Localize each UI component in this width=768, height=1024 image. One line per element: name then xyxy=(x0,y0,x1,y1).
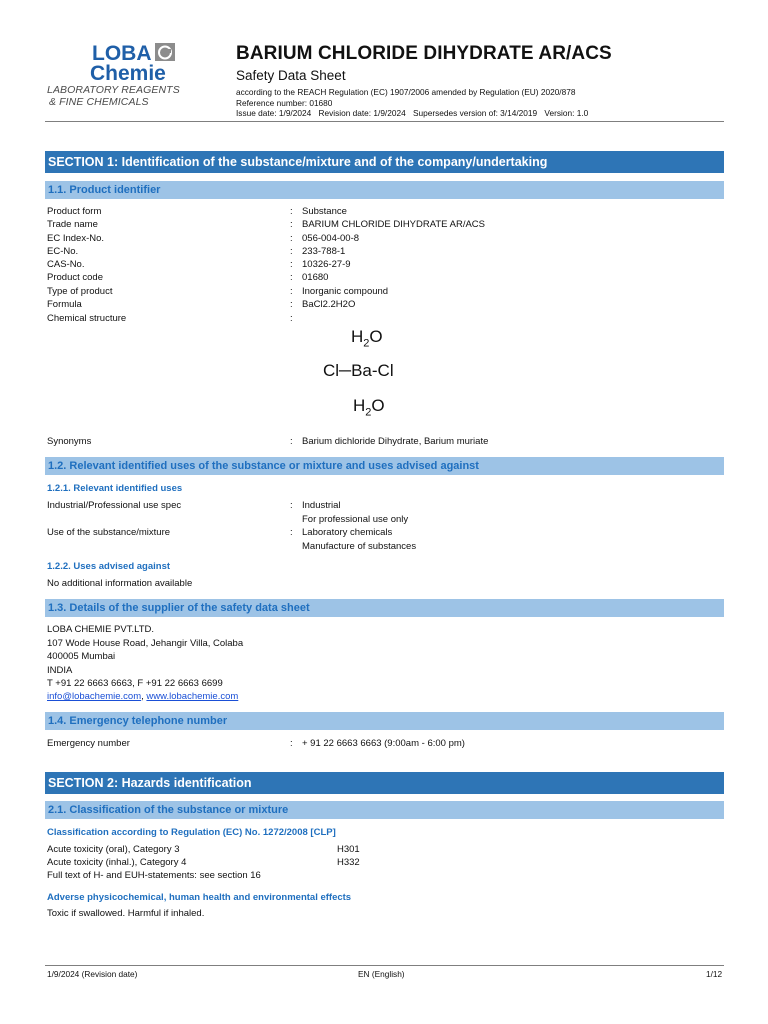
website-link[interactable]: www.lobachemie.com xyxy=(146,691,239,702)
revision-date: Revision date: 1/9/2024 xyxy=(318,108,406,118)
row-label: Chemical structure xyxy=(47,313,127,324)
document-subtitle: Safety Data Sheet xyxy=(236,68,346,83)
supplier-line: INDIA xyxy=(47,665,73,676)
supplier-line: T +91 22 6663 6663, F +91 22 6663 6699 xyxy=(47,678,223,689)
row-value: 233-788-1 xyxy=(302,246,346,257)
hazard-code: H332 xyxy=(337,857,360,868)
subsection-1-2-1-title: 1.2.1. Relevant identified uses xyxy=(47,483,183,494)
row-label: Product form xyxy=(47,206,102,217)
hazard-code: H301 xyxy=(337,844,360,855)
hazard-class: Acute toxicity (inhal.), Category 4 xyxy=(47,857,187,868)
use-value: Manufacture of substances xyxy=(302,541,417,552)
row-value: 01680 xyxy=(302,272,329,283)
logo-word-chemie: Chemie xyxy=(90,62,166,84)
row-label: EC Index-No. xyxy=(47,233,105,244)
use-value: For professional use only xyxy=(302,514,409,525)
link-separator: , xyxy=(141,691,144,702)
row-label: CAS-No. xyxy=(47,259,85,270)
logo-tagline xyxy=(47,84,180,108)
header-divider xyxy=(45,121,724,122)
row-value: 10326-27-9 xyxy=(302,259,351,270)
synonyms-label: Synonyms xyxy=(47,436,92,447)
email-link[interactable]: info@lobachemie.com xyxy=(47,691,142,702)
dates-line xyxy=(236,108,588,119)
row-value: Substance xyxy=(302,206,347,217)
structure-water-bottom: $H_2O$ xyxy=(353,396,385,419)
subsection-2-1-header: 2.1. Classification of the substance or mixture xyxy=(45,801,724,819)
issue-date: Issue date: 1/9/2024 xyxy=(236,108,312,118)
subsection-1-1-header: 1.1. Product identifier xyxy=(45,181,724,199)
row-value: BaCl2.2H2O xyxy=(302,299,356,310)
row-value: BARIUM CHLORIDE DIHYDRATE AR/ACS xyxy=(302,219,485,230)
footer-revision-date: 1/9/2024 (Revision date) xyxy=(47,969,138,979)
document-meta xyxy=(236,87,588,119)
clp-classification-title: Classification according to Regulation (EC) No. 1272/2008 [CLP] xyxy=(47,827,336,838)
chemical-structure-image xyxy=(312,318,434,428)
subsection-1-2-header: 1.2. Relevant identified uses of the substance or mixture and uses advised against xyxy=(45,457,724,475)
sds-page: LOBA Chemie LABORATORY REAGENTS & FINE CHEMICALS BARIUM CHLORIDE DIHYDRATE AR/ACS Safety Data Sheet according to the REACH Regulation (EC) 1907/2006 amended by Regulation (EU) 2020/878 Reference number: 01680 Issue date: 1/9/2024 Revision date: 1/9/2024 Supersedes version of: 3/14/2019 Version: 1.0 SECTION 1: Identification of the substance/mixture and of the company/undertaking 1.1. Product identifier Product form : Substance Trade name : BARIUM CHLORIDE DIHYDRATE AR/ACS EC Index-No. : 056-004-00-8 EC-No. : 233-788-1 CAS-No. : 10326-27-9 Product code : 01680 Type of product : Inorganic compound Formula : BaCl2.2H2O Chemical structure : $H_2O$ Cl─Ba‐Cl $H_2O$ Synonyms : Barium dichloride Dihydrate, Barium muriate 1.2. Relevant identified uses of the substance or mixture and uses advised against 1.2.1. Relevant identified uses Industrial/Professional use spec : Industrial For professional use only Use of the substance/mixture : Laboratory chemicals Manufacture of substances 1.2.2. Uses advised against No additional information available 1.3. Details of the supplier of the safety data sheet LOBA CHEMIE PVT.LTD. 107 Wode House Road, Jehangir Villa, Colaba 400005 Mumbai INDIA T +91 22 6663 6663, F +91 22 6663 6699 info@lobachemie.com, www.lobachemie.com 1.4. Emergency telephone number Emergency number : + 91 22 6663 6663 (9:00am - 6:00 pm) SECTION 2: Hazards identification 2.1. Classification of the substance or mixture Classification according to Regulation (EC) No. 1272/2008 [CLP] Acute toxicity (oral), Category 3 H301 Acute toxicity (inhal.), Category 4 H332 Full text of H- and EUH-statements: see section 16 Adverse physicochemical, human health and environmental effects Toxic if swallowed. Harmful if inhaled. 1/9/2024 (Revision date) EN (English) 1/12 xyxy=(47,42,723,979)
supersedes: Supersedes version of: 3/14/2019 xyxy=(413,108,538,118)
structure-bacl2: Cl─Ba‐Cl xyxy=(323,361,394,380)
supplier-line: 107 Wode House Road, Jehangir Villa, Colaba xyxy=(47,638,244,649)
footer-page-number: 1/12 xyxy=(706,969,723,979)
uses-advised-against-text: No additional information available xyxy=(47,578,193,589)
row-label: Type of product xyxy=(47,286,113,297)
use-value: Industrial xyxy=(302,500,341,511)
document-title: BARIUM CHLORIDE DIHYDRATE AR/ACS xyxy=(236,43,612,64)
row-value: Inorganic compound xyxy=(302,286,389,297)
supplier-line: 400005 Mumbai xyxy=(47,651,116,662)
footer-language: EN (English) xyxy=(358,969,405,979)
section-1-header: SECTION 1: Identification of the substance/mixture and of the company/undertaking xyxy=(45,151,724,173)
use-label: Use of the substance/mixture xyxy=(47,527,171,538)
emergency-value: + 91 22 6663 6663 (9:00am - 6:00 pm) xyxy=(302,738,465,749)
hazard-class: Acute toxicity (oral), Category 3 xyxy=(47,844,180,855)
subsection-1-4-header: 1.4. Emergency telephone number xyxy=(45,712,724,730)
footer-divider xyxy=(45,965,724,966)
logo-tagline-line2: & FINE CHEMICALS xyxy=(49,96,149,108)
row-label: Product code xyxy=(47,272,103,283)
structure-water-top: $H_2O$ xyxy=(351,327,383,350)
loba-chemie-logo-graphic xyxy=(45,40,225,84)
emergency-label: Emergency number xyxy=(47,738,130,749)
supplier-line: LOBA CHEMIE PVT.LTD. xyxy=(47,624,154,635)
subsection-1-3-header: 1.3. Details of the supplier of the safety data sheet xyxy=(45,599,724,617)
company-logo xyxy=(45,40,225,115)
full-text-note: Full text of H- and EUH-statements: see section 16 xyxy=(47,870,261,881)
synonyms-value: Barium dichloride Dihydrate, Barium muriate xyxy=(302,436,489,447)
subsection-1-2-2-title: 1.2.2. Uses advised against xyxy=(47,561,171,572)
logo-tagline-line1: LABORATORY REAGENTS xyxy=(47,84,180,96)
reference-number: Reference number: 01680 xyxy=(236,97,333,108)
row-label: EC-No. xyxy=(47,246,79,257)
use-label: Industrial/Professional use spec xyxy=(47,500,182,511)
row-value: 056-004-00-8 xyxy=(302,233,360,244)
row-label: Trade name xyxy=(47,219,98,230)
supplier-contact-links xyxy=(47,691,238,702)
logo-word-loba: LOBA xyxy=(92,42,152,65)
use-value: Laboratory chemicals xyxy=(302,527,393,538)
adverse-effects-text: Toxic if swallowed. Harmful if inhaled. xyxy=(47,908,205,919)
section-2-header: SECTION 2: Hazards identification xyxy=(45,772,724,794)
row-label: Formula xyxy=(47,299,82,310)
version: Version: 1.0 xyxy=(544,108,589,118)
adverse-effects-title: Adverse physicochemical, human health and environmental effects xyxy=(47,892,352,903)
regulation-line: according to the REACH Regulation (EC) 1907/2006 amended by Regulation (EU) 2020/878 xyxy=(236,87,576,97)
